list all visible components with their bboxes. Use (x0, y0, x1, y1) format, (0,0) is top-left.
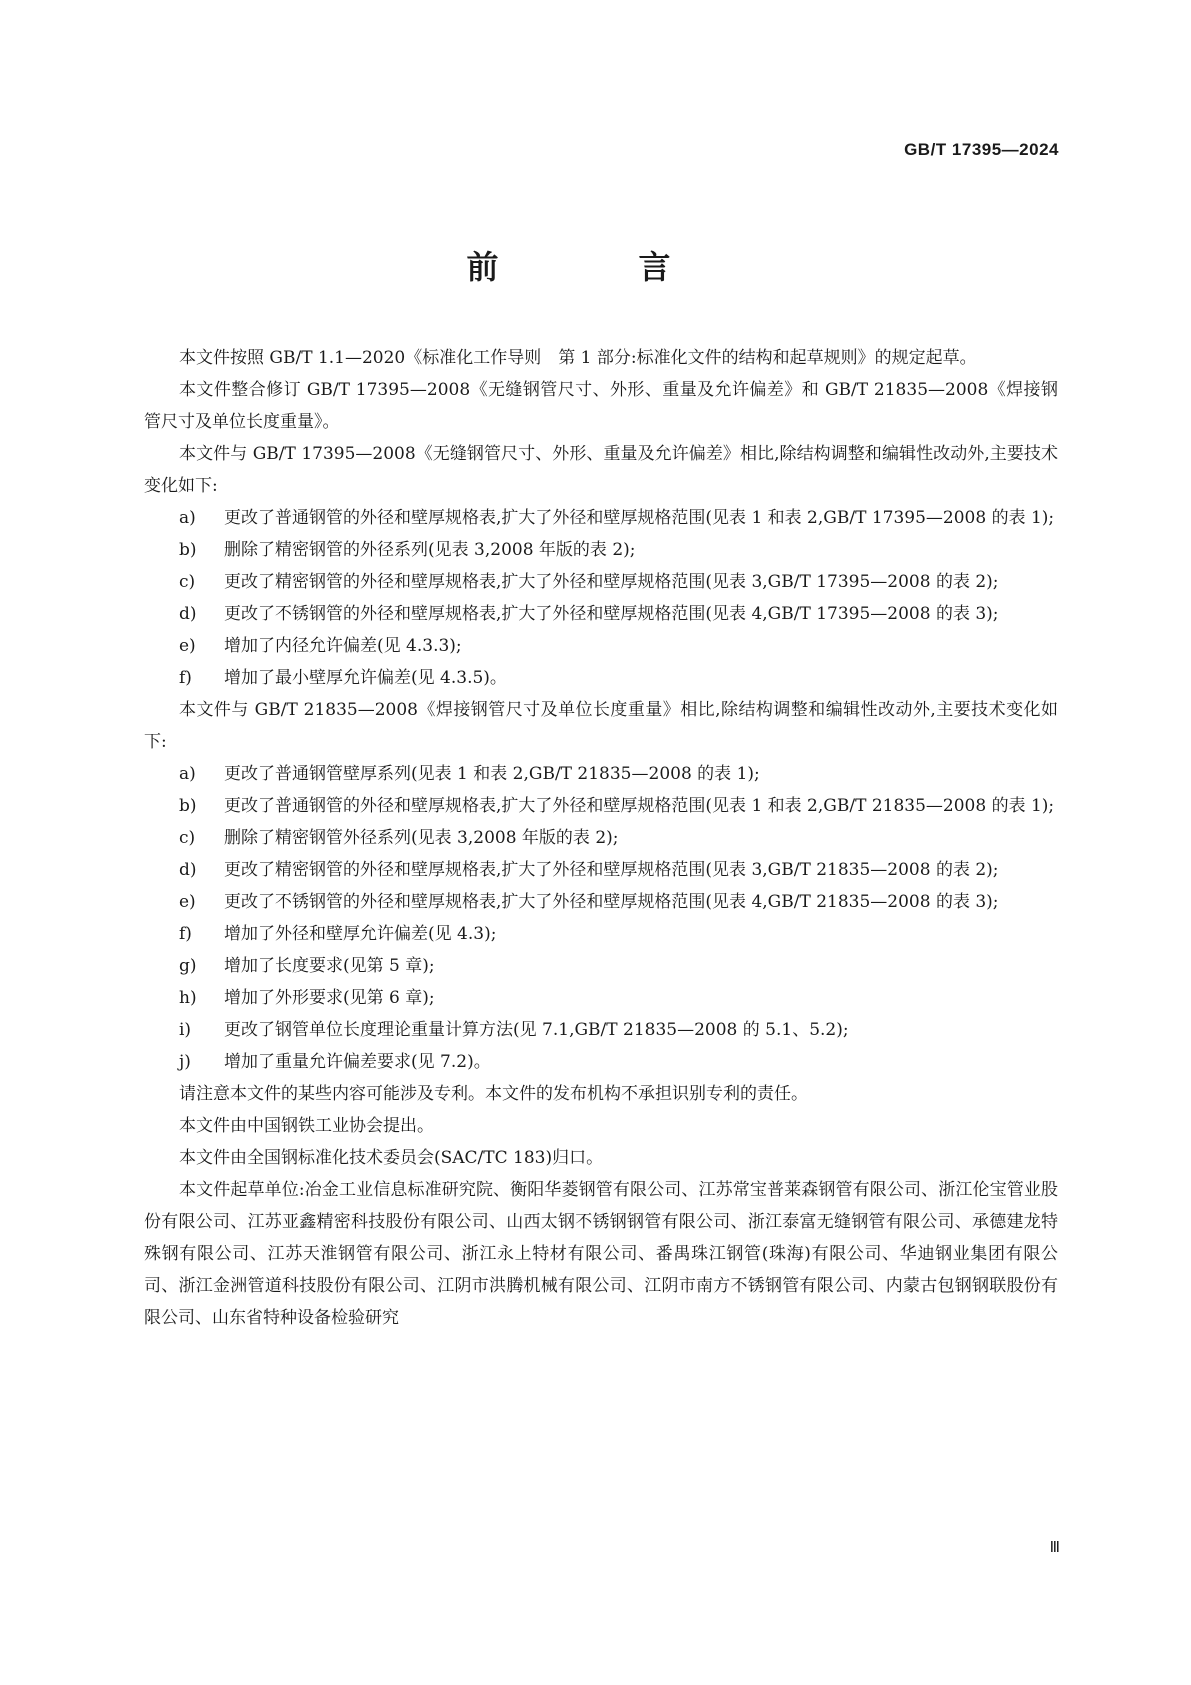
paragraph: 本文件按照 GB/T 1.1—2020《标准化工作导则 第 1 部分:标准化文件的结构和起草规则》的规定起草。 (179, 348, 977, 368)
list-item (144, 950, 1058, 982)
list-item (144, 566, 1058, 598)
list-label: c) (179, 572, 196, 592)
list-label: e) (179, 636, 196, 656)
list-label: d) (179, 604, 197, 624)
change-list-17395 (144, 502, 1058, 694)
list-text: 删除了精密钢管外径系列(见表 3,2008 年版的表 2); (224, 828, 619, 848)
list-label: i) (179, 1020, 192, 1040)
list-label: b) (179, 540, 197, 560)
page-title: 前 言 (466, 248, 725, 286)
list-text: 增加了内径允许偏差(见 4.3.3); (224, 636, 462, 656)
paragraph: 本文件起草单位:冶金工业信息标准研究院、衡阳华菱钢管有限公司、江苏常宝普莱森钢管有限公司、浙江伦宝管业股份有限公司、江苏亚鑫精密科技股份有限公司、山西太钢不锈钢钢管有限公司、浙江泰富无缝钢管有限公司、承德建龙特殊钢有限公司、江苏天淮钢管有限公司、浙江永上特材有限公司、番禺珠江钢管(珠海)有限公司、华迪钢业集团有限公司、浙江金洲管道科技股份有限公司、江阴市洪腾机械有限公司、江阴市南方不锈钢管有限公司、内蒙古包钢钢联股份有限公司、山东省特种设备检验研究 (144, 1180, 1058, 1328)
list-text: 更改了普通钢管的外径和壁厚规格表,扩大了外径和壁厚规格范围(见表 1 和表 2,GB/T 21835—2008 的表 1); (224, 796, 1055, 816)
list-label: b) (179, 796, 197, 816)
list-item (144, 918, 1058, 950)
list-label: h) (179, 988, 197, 1008)
list-label: a) (179, 508, 196, 528)
paragraph: 本文件与 GB/T 21835—2008《焊接钢管尺寸及单位长度重量》相比,除结构调整和编辑性改动外,主要技术变化如下: (144, 700, 1058, 752)
list-item (144, 822, 1058, 854)
list-text: 更改了普通钢管的外径和壁厚规格表,扩大了外径和壁厚规格范围(见表 1 和表 2,GB/T 17395—2008 的表 1); (224, 508, 1055, 528)
list-item (144, 1014, 1058, 1046)
list-text: 更改了不锈钢管的外径和壁厚规格表,扩大了外径和壁厚规格范围(见表 4,GB/T 21835—2008 的表 3); (224, 892, 999, 912)
change-list-21835 (144, 758, 1058, 1078)
list-text: 增加了外形要求(见第 6 章); (224, 988, 435, 1008)
document-body (144, 342, 1058, 1334)
list-item (144, 758, 1058, 790)
list-label: a) (179, 764, 196, 784)
list-item (144, 662, 1058, 694)
paragraph: 本文件整合修订 GB/T 17395—2008《无缝钢管尺寸、外形、重量及允许偏差》和 GB/T 21835—2008《焊接钢管尺寸及单位长度重量》。 (144, 380, 1058, 432)
list-text: 更改了普通钢管壁厚系列(见表 1 和表 2,GB/T 21835—2008 的表 1); (224, 764, 760, 784)
list-item (144, 886, 1058, 918)
list-label: e) (179, 892, 196, 912)
list-text: 更改了钢管单位长度理论重量计算方法(见 7.1,GB/T 21835—2008 的 5.1、5.2); (224, 1020, 849, 1040)
list-text: 更改了精密钢管的外径和壁厚规格表,扩大了外径和壁厚规格范围(见表 3,GB/T 21835—2008 的表 2); (224, 860, 999, 880)
list-item (144, 630, 1058, 662)
list-text: 更改了不锈钢管的外径和壁厚规格表,扩大了外径和壁厚规格范围(见表 4,GB/T 17395—2008 的表 3); (224, 604, 999, 624)
paragraph: 请注意本文件的某些内容可能涉及专利。本文件的发布机构不承担识别专利的责任。 (179, 1084, 808, 1104)
list-item (144, 790, 1058, 822)
paragraph: 本文件由全国钢标准化技术委员会(SAC/TC 183)归口。 (179, 1148, 604, 1168)
list-item (144, 502, 1058, 534)
paragraph: 本文件与 GB/T 17395—2008《无缝钢管尺寸、外形、重量及允许偏差》相比,除结构调整和编辑性改动外,主要技术变化如下: (144, 444, 1058, 496)
list-label: f) (179, 668, 192, 688)
list-text: 删除了精密钢管的外径系列(见表 3,2008 年版的表 2); (224, 540, 636, 560)
list-text: 更改了精密钢管的外径和壁厚规格表,扩大了外径和壁厚规格范围(见表 3,GB/T 17395—2008 的表 2); (224, 572, 999, 592)
list-label: g) (179, 956, 197, 976)
list-text: 增加了重量允许偏差要求(见 7.2)。 (224, 1052, 491, 1072)
list-item (144, 854, 1058, 886)
paragraph: 本文件由中国钢铁工业协会提出。 (179, 1116, 434, 1136)
list-item (144, 598, 1058, 630)
list-text: 增加了最小壁厚允许偏差(见 4.3.5)。 (224, 668, 507, 688)
list-item (144, 534, 1058, 566)
list-text: 增加了外径和壁厚允许偏差(见 4.3); (224, 924, 497, 944)
page-number: Ⅲ (1049, 1540, 1060, 1556)
list-label: c) (179, 828, 196, 848)
standard-code: GB/T 17395—2024 (904, 140, 1059, 159)
list-item (144, 1046, 1058, 1078)
list-item (144, 982, 1058, 1014)
list-label: j) (179, 1052, 191, 1072)
list-text: 增加了长度要求(见第 5 章); (224, 956, 435, 976)
list-label: d) (179, 860, 197, 880)
list-label: f) (179, 924, 192, 944)
